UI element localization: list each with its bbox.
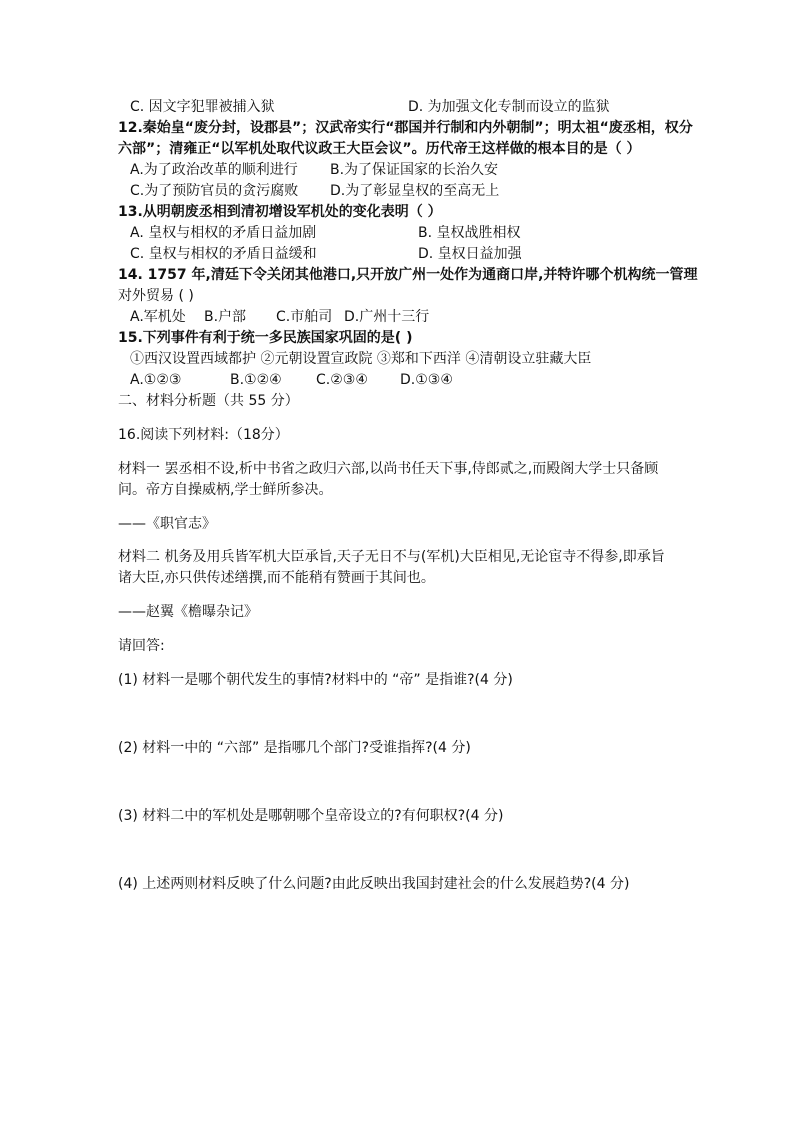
q16-stem: 16.阅读下列材料:（18分） [118,427,289,443]
q12-stem-line1: 12.秦始皇“废分封，设郡县”；汉武帝实行“郡国并行制和内外朝制”；明太祖“废丞相，权分 [118,120,693,136]
sub-question-4: (4) 上述两则材料反映了什么问题?由此反映出我国封建社会的什么发展趋势?(4 分) [118,876,630,892]
q12-option-d: D.为了彰显皇权的至高无上 [330,183,500,199]
q13-option-a: A. 皇权与相权的矛盾日益加剧 [130,225,317,241]
q14-stem-line2: 对外贸易 ( ) [118,288,194,304]
q12-option-b: B.为了保证国家的长治久安 [330,162,499,178]
q12-stem-line2: 六部”；清雍正“以军机处取代议政王大臣会议”。历代帝王这样做的根本目的是（ ） [118,141,641,157]
sub-question-1: (1) 材料一是哪个朝代发生的事情?材料中的 “帝” 是指谁?(4 分) [118,672,513,688]
material-one-line1: 材料一 罢丞相不设,析中书省之政归六部,以尚书任天下事,侍郎贰之,而殿阁大学士只备顾 [118,461,659,477]
q14-option-a: A.军机处 [130,309,186,325]
section-two-heading: 二、材料分析题（共 55 分） [118,393,299,409]
sub-question-2: (2) 材料一中的 “六部” 是指哪几个部门?受谁指挥?(4 分) [118,740,471,756]
q15-option-a: A.①②③ [130,372,182,388]
material-one-source: ——《职官志》 [118,516,216,532]
q14-option-c: C.市舶司 [276,309,333,325]
q13-option-d: D. 皇权日益加强 [418,246,522,262]
material-two-line2: 诸大臣,亦只供传述缮撰,而不能稍有赞画于其间也。 [118,570,435,586]
answer-prompt: 请回答: [118,638,165,654]
material-two-line1: 材料二 机务及用兵皆军机大臣承旨,天子无日不与(军机)大臣相见,无论宦寺不得参,即承旨 [118,549,665,565]
q15-option-d: D.①③④ [400,372,453,388]
q11-option-d: D. 为加强文化专制而设立的监狱 [408,99,610,115]
q12-option-c: C.为了预防官员的贪污腐败 [130,183,299,199]
material-one-line2: 问。帝方自操威柄,学士鲜所参决。 [118,482,333,498]
q15-option-b: B.①②④ [230,372,282,388]
q15-option-c: C.②③④ [316,372,368,388]
q13-option-b: B. 皇权战胜相权 [418,225,521,241]
q15-stem: 15.下列事件有利于统一多民族国家巩固的是( ) [118,330,413,346]
q11-option-c: C. 因文字犯罪被捕入狱 [130,99,275,115]
q13-option-c: C. 皇权与相权的矛盾日益缓和 [130,246,317,262]
q14-option-d: D.广州十三行 [344,309,430,325]
q15-items: ①西汉设置西域都护 ②元朝设置宣政院 ③郑和下西洋 ④清朝设立驻藏大臣 [130,351,592,367]
q12-option-a: A.为了政治改革的顺利进行 [130,162,298,178]
sub-question-3: (3) 材料二中的军机处是哪朝哪个皇帝设立的?有何职权?(4 分) [118,808,504,824]
q14-option-b: B.户部 [204,309,247,325]
material-two-source: ——赵翼《檐曝杂记》 [118,604,258,620]
q14-stem-line1: 14. 1757 年,清廷下令关闭其他港口,只开放广州一处作为通商口岸,并特许哪个机构统一管理 [118,267,698,283]
q13-stem: 13.从明朝废丞相到清初增设军机处的变化表明（ ） [118,204,442,220]
